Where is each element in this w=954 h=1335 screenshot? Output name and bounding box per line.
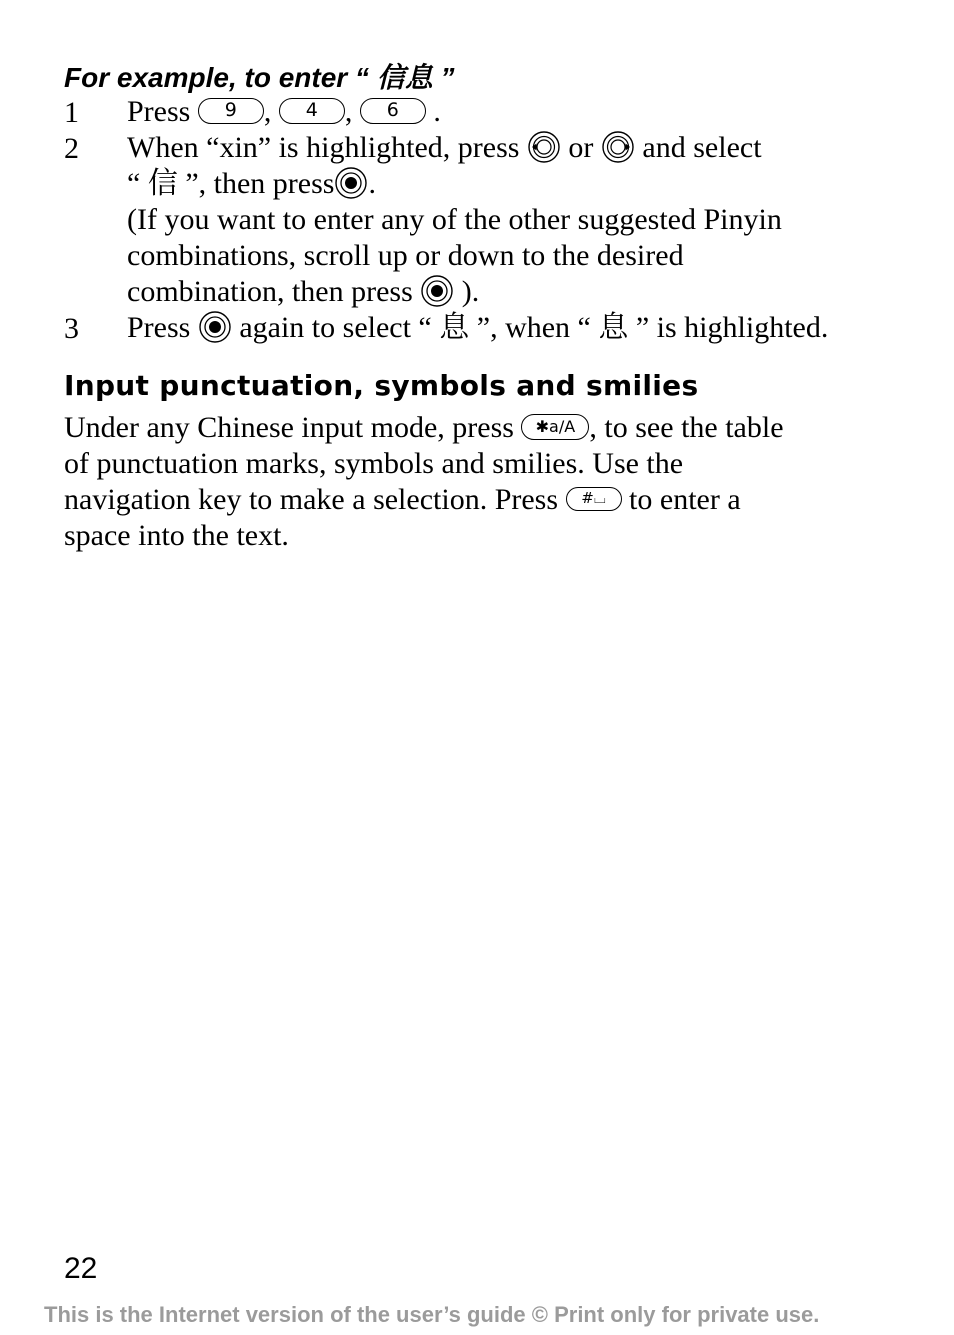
step-2-or: or (568, 131, 594, 164)
section-line-4: space into the text. (64, 519, 289, 552)
footer-notice: This is the Internet version of the user’s guide © Print only for private use. (44, 1302, 820, 1327)
step-2-line-1 (127, 130, 762, 167)
step-2-line-5-end: ). (461, 275, 480, 308)
nav-select-icon (334, 166, 368, 200)
step-2-line-2 (127, 166, 376, 203)
section-line-3 (64, 482, 741, 518)
step-number-1: 1 (64, 96, 79, 129)
step-number-2: 2 (64, 132, 79, 165)
key-4-icon: 4 (279, 98, 345, 124)
step-2-text-a: When “xin” is highlighted, press (127, 131, 520, 164)
step-1-end: . (433, 95, 441, 128)
step-2-line-4: combinations, scroll up or down to the desired (127, 239, 684, 272)
step-2-line-2-text: “ 信 ”, then press (127, 167, 335, 200)
nav-select-icon (198, 310, 232, 344)
step-2-line-5-text: combination, then press (127, 275, 413, 308)
example-title: For example, to enter “ 信息 ” (64, 62, 455, 93)
nav-right-icon (601, 130, 635, 164)
step-2-text-b: and select (642, 131, 762, 164)
step-3-text: again to select “ 息 ”, when “ 息 ” is highlighted. (239, 311, 829, 344)
step-2-line-5 (127, 274, 479, 311)
star-key-icon: ✱a/A (521, 414, 589, 440)
separator: , (344, 95, 353, 128)
step-3-line (127, 310, 828, 347)
nav-left-icon (527, 130, 561, 164)
section-line-2: of punctuation marks, symbols and smilies. Use the (64, 447, 684, 480)
section-line-3-text: navigation key to make a selection. Press (64, 483, 559, 516)
section-line-1-text: Under any Chinese input mode, press (64, 411, 514, 444)
section-heading: Input punctuation, symbols and smilies (64, 369, 699, 402)
step-2-line-2-end: . (368, 167, 376, 200)
hash-key-icon: #⌴ (566, 487, 622, 511)
key-6-icon: 6 (360, 98, 426, 124)
step-2-line-3: (If you want to enter any of the other suggested Pinyin (127, 203, 782, 236)
page-number: 22 (64, 1252, 98, 1285)
section-line-3-end: to enter a (629, 483, 741, 516)
key-9-icon: 9 (198, 98, 264, 124)
step-1-press-text: Press (127, 95, 191, 128)
step-3-press-text: Press (127, 311, 191, 344)
section-line-1-end: , to see the table (589, 411, 784, 444)
nav-select-icon (420, 274, 454, 308)
step-1-line (127, 94, 441, 130)
separator: , (263, 95, 272, 128)
section-line-1 (64, 410, 784, 446)
step-number-3: 3 (64, 312, 79, 345)
